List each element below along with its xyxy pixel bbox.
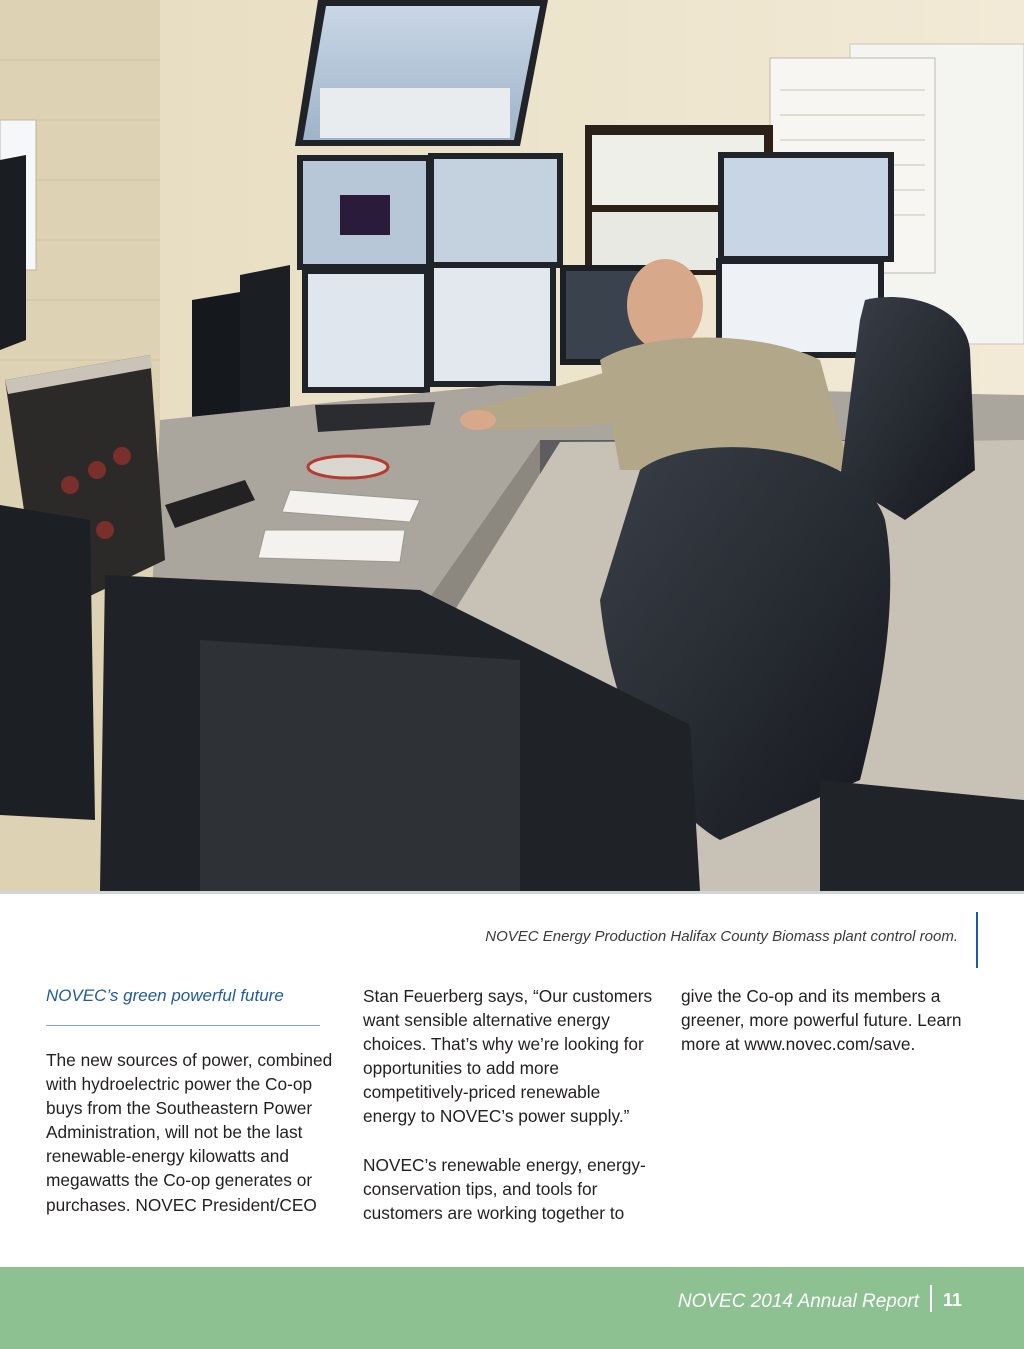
footer-divider: [930, 1285, 932, 1312]
page-footer: [0, 1267, 1024, 1349]
photo-caption: NOVEC Energy Production Halifax County Biomass plant control room.: [485, 928, 958, 945]
subhead-divider: [46, 1025, 320, 1026]
article-column-1: [46, 984, 338, 1217]
column-3-text: give the Co-op and its members a greener, more powerful future. Learn more at www.novec.com/save.: [681, 986, 962, 1055]
column-1-text: The new sources of power, combined with hydroelectric power the Co-op buys from the Southeastern Power Administration, will not be the last renewable-energy kilowatts and megawatts the Co-op generates or purchases. NOVEC President/CEO: [46, 1050, 333, 1215]
section-subhead: NOVEC’s green powerful future: [46, 986, 284, 1005]
footer-report-title: NOVEC 2014 Annual Report: [677, 1291, 919, 1312]
caption-accent-bar: [976, 912, 978, 968]
column-2-paragraph-2: NOVEC’s renewable energy, energy-conservation tips, and tools for customers are working together to: [363, 1154, 646, 1223]
photo-divider: [0, 891, 1024, 894]
column-2-paragraph-1: Stan Feuerberg says, “Our customers want sensible alternative energy choices. That’s why we’re looking for opportunities to add more competitively-priced renewable energy to NOVEC’s power supply.”: [363, 986, 653, 1127]
article-column-3: [681, 984, 973, 1056]
article-column-2: [363, 984, 655, 1225]
page-number: 11: [943, 1290, 963, 1310]
